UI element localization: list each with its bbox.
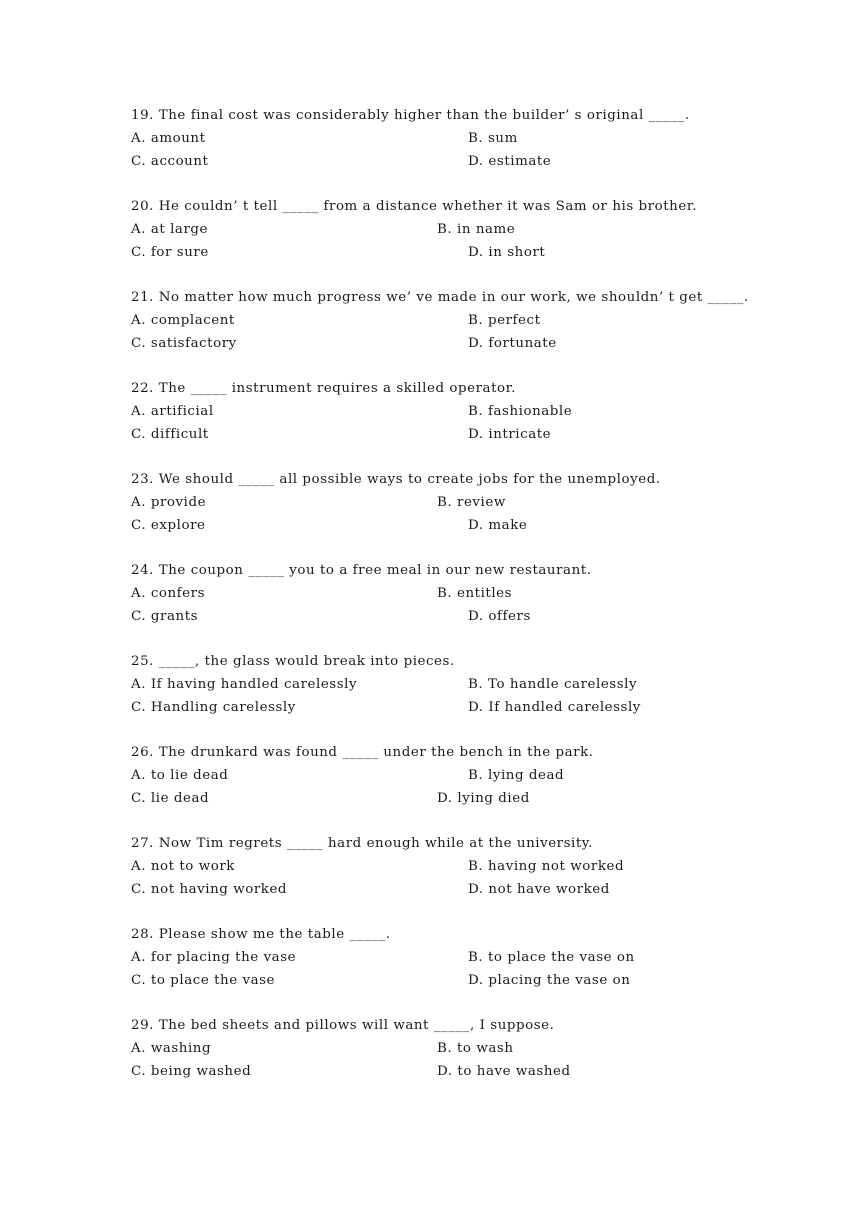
option-d: D. offers [468, 609, 531, 624]
option-d: D. not have worked [468, 882, 610, 897]
question-stem: 22. The _____ instrument requires a skilled operator. [131, 381, 516, 396]
question-stem: 23. We should _____ all possible ways to create jobs for the unemployed. [131, 472, 661, 487]
option-a: A. provide [131, 495, 207, 510]
option-b: B. review [437, 495, 506, 510]
option-c: C. lie dead [131, 791, 210, 806]
option-d: D. fortunate [468, 336, 557, 351]
option-b: B. to place the vase on [468, 950, 635, 965]
option-c: C. being washed [131, 1064, 252, 1079]
question-stem: 21. No matter how much progress we’ ve made in our work, we shouldn’ t get _____. [131, 290, 749, 305]
option-c: C. difficult [131, 427, 209, 442]
option-a: A. amount [131, 131, 206, 146]
option-d: D. placing the vase on [468, 973, 631, 988]
option-c: C. for sure [131, 245, 209, 260]
option-c: C. not having worked [131, 882, 288, 897]
question-stem: 28. Please show me the table _____. [131, 927, 391, 942]
option-a: A. confers [131, 586, 206, 601]
option-b: B. sum [468, 131, 518, 146]
option-d: D. estimate [468, 154, 552, 169]
question-stem: 20. He couldn’ t tell _____ from a distance whether it was Sam or his brother. [131, 199, 698, 214]
option-b: B. in name [437, 222, 516, 237]
question-stem: 29. The bed sheets and pillows will want _____, I suppose. [131, 1018, 555, 1033]
option-c: C. grants [131, 609, 199, 624]
option-b: B. perfect [468, 313, 541, 328]
option-a: A. artificial [131, 404, 214, 419]
option-c: C. account [131, 154, 209, 169]
option-d: D. intricate [468, 427, 552, 442]
option-a: A. at large [131, 222, 209, 237]
option-b: B. fashionable [468, 404, 573, 419]
question-stem: 25. _____, the glass would break into pieces. [131, 654, 455, 669]
option-c: C. Handling carelessly [131, 700, 296, 715]
option-c: C. satisfactory [131, 336, 237, 351]
question-stem: 27. Now Tim regrets _____ hard enough while at the university. [131, 836, 593, 851]
option-b: B. To handle carelessly [468, 677, 638, 692]
option-d: D. in short [468, 245, 546, 260]
option-a: A. If having handled carelessly [131, 677, 358, 692]
option-b: B. to wash [437, 1041, 514, 1056]
option-b: B. having not worked [468, 859, 625, 874]
option-d: D. make [468, 518, 528, 533]
question-stem: 19. The final cost was considerably higher than the builder’ s original _____. [131, 108, 690, 123]
option-b: B. lying dead [468, 768, 565, 783]
option-c: C. to place the vase [131, 973, 276, 988]
option-a: A. for placing the vase [131, 950, 297, 965]
question-stem: 26. The drunkard was found _____ under the bench in the park. [131, 745, 594, 760]
option-a: A. to lie dead [131, 768, 229, 783]
option-b: B. entitles [437, 586, 513, 601]
option-a: A. not to work [131, 859, 235, 874]
option-d: D. to have washed [437, 1064, 571, 1079]
option-a: A. complacent [131, 313, 235, 328]
question-stem: 24. The coupon _____ you to a free meal in our new restaurant. [131, 563, 592, 578]
option-d: D. lying died [437, 791, 530, 806]
option-d: D. If handled carelessly [468, 700, 641, 715]
option-c: C. explore [131, 518, 206, 533]
option-a: A. washing [131, 1041, 212, 1056]
